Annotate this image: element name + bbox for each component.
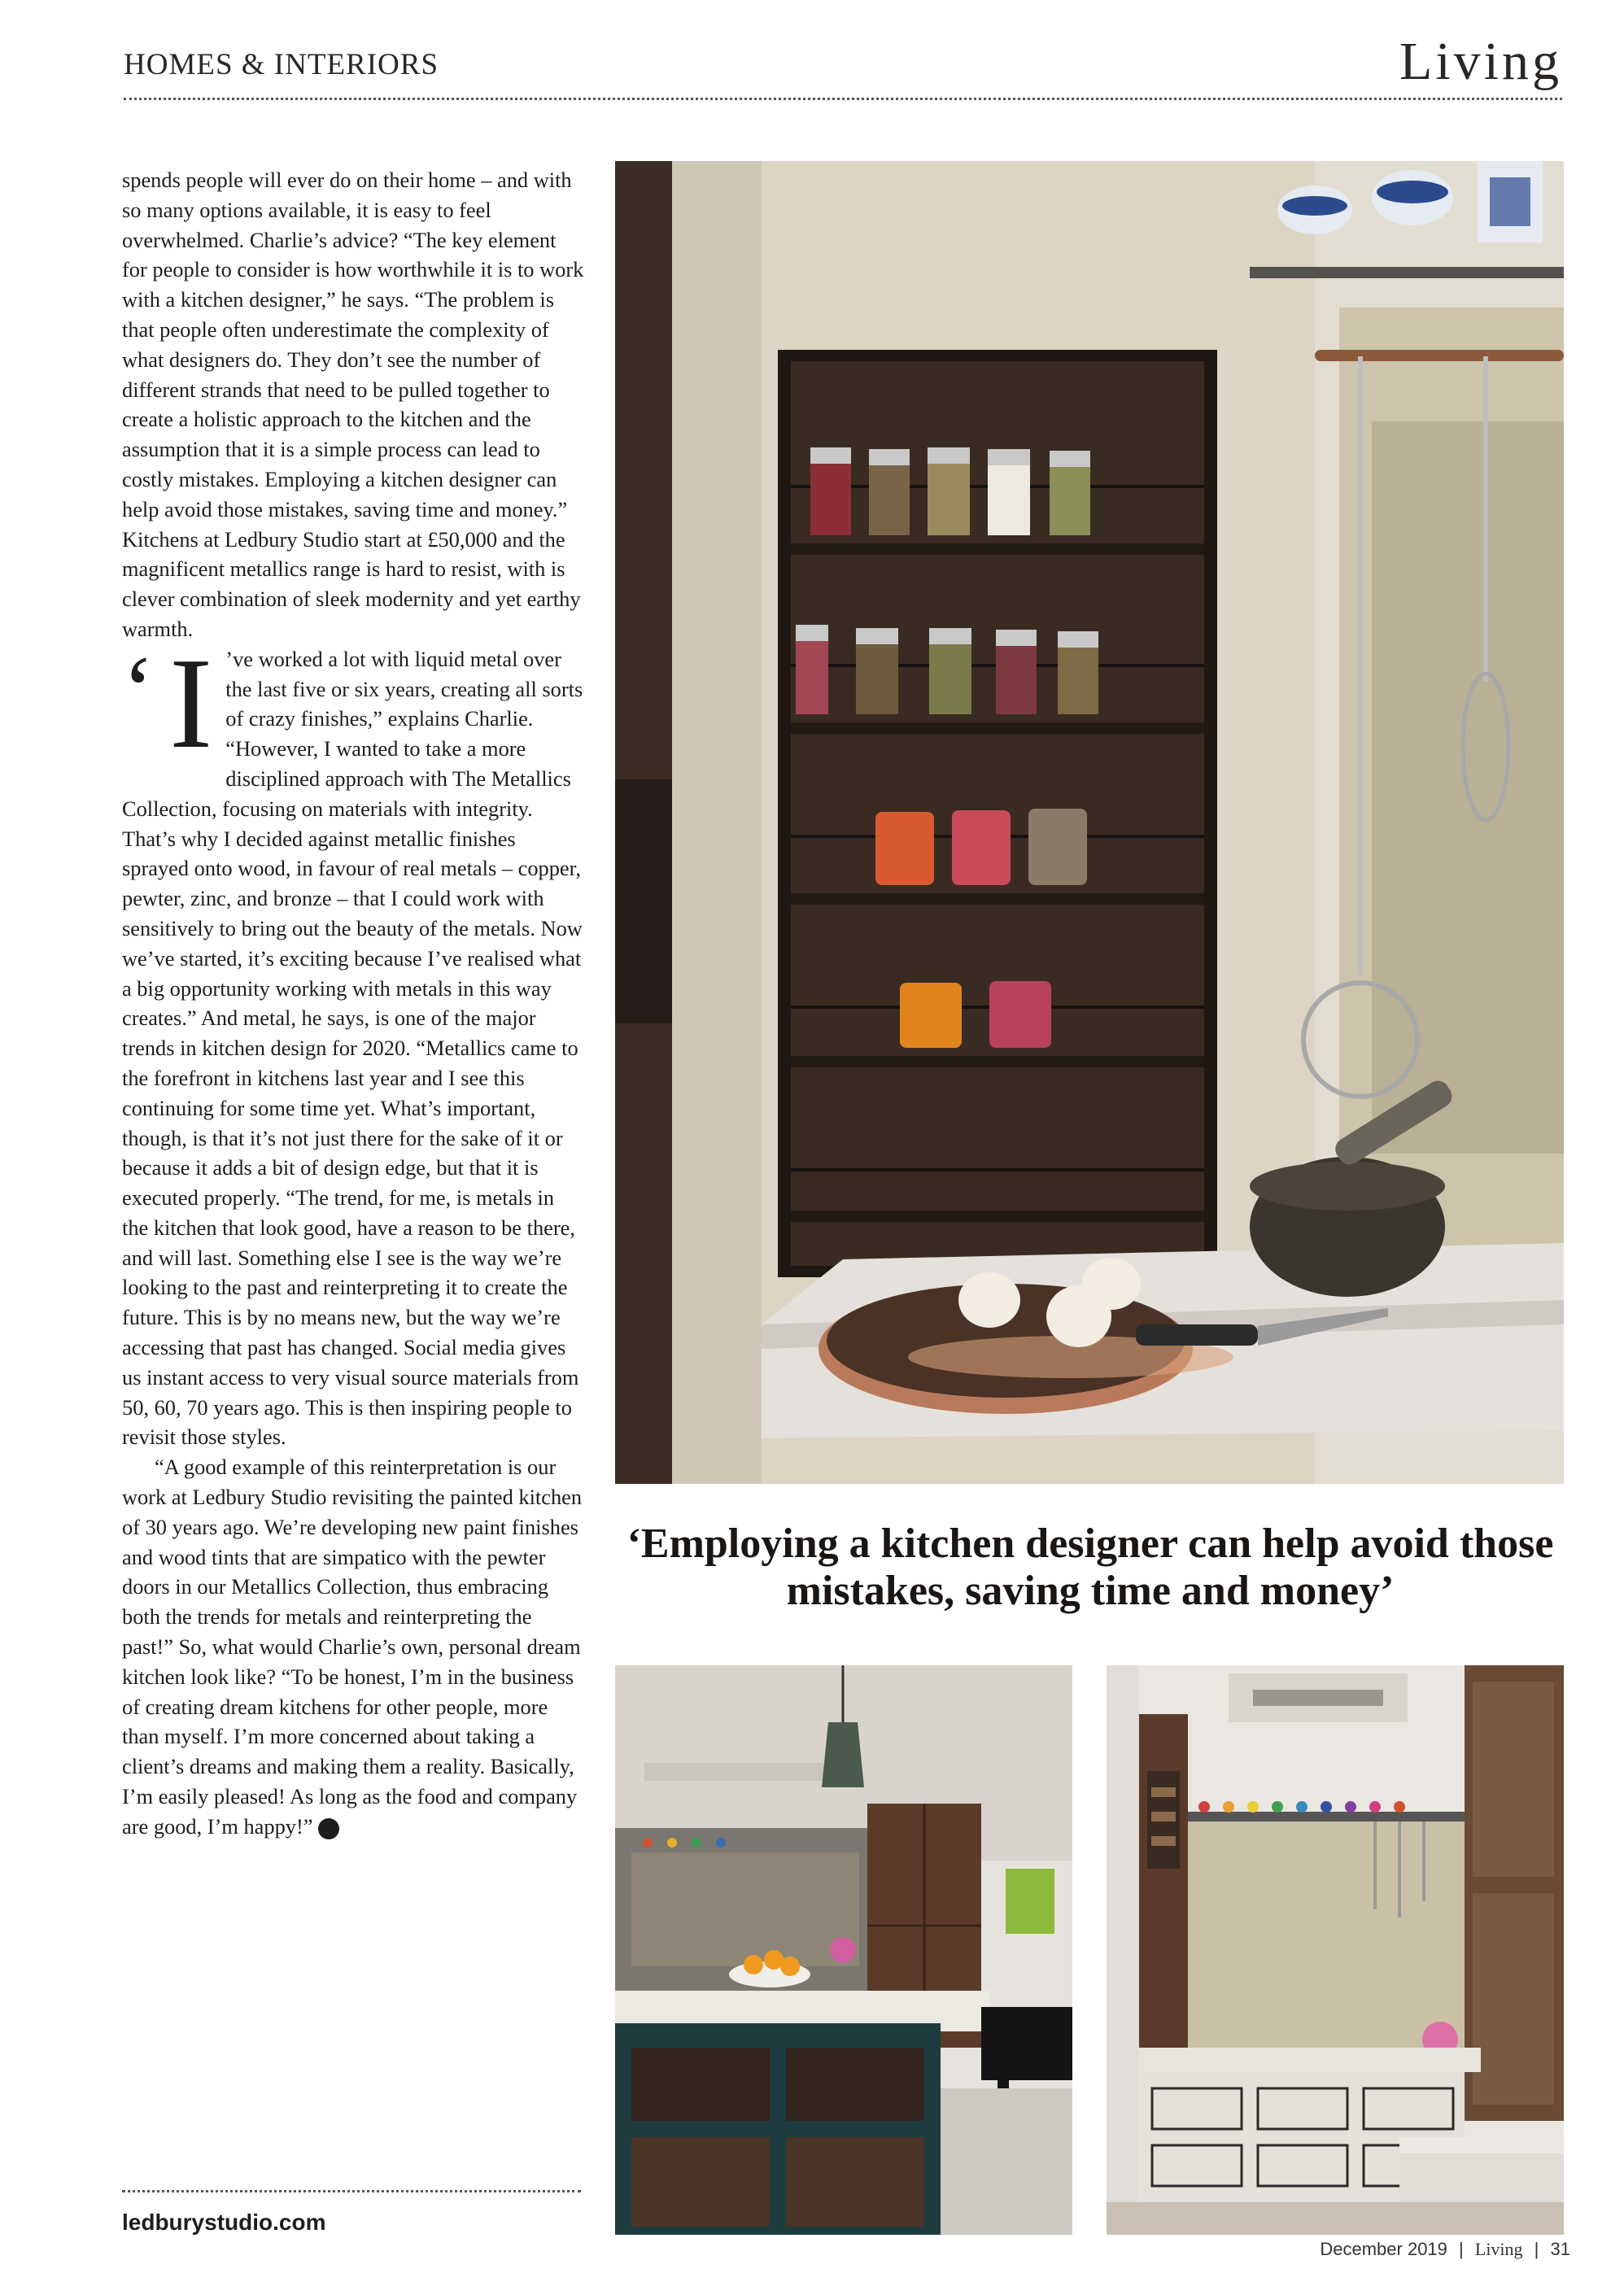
article-paragraph-1: spends people will ever do on their home – and with so many options available, it is easy to feel overwhelmed. Charlie’s advice? “The key element for people to consider is how worthwhile it is to work with a kitchen designer,” he says. “The problem is that people often underestimate the complexity of what designers do. They don’t see the number of different strands that need to be pulled together to create a holistic approach to the kitchen and the assumption that it is a simple process can lead to costly mistakes. Employing a kitchen designer can help avoid those mistakes, saving time and money.” Kitchens at Ledbury Studio start at £50,000 and the magnificent metallics range is hard to resist, with is clever combination of sleek modernity and yet earthy warmth.: [122, 168, 584, 641]
footer-separator-1: |: [1459, 2239, 1464, 2259]
article-paragraph-3-text: “A good example of this reinterpretation is our work at Ledbury Studio revisiting the painted kitchen of 30 years ago. We’re developing new paint finishes and wood tints that are simpatico with the pewter doors in our Metallics Collection, thus embracing both the trends for metals and reinterpreting the past!” So, what would Charlie’s own, personal dream kitchen look like? “To be honest, I’m in the business of creating dream kitchens for other people, more than myself. I’m more concerned about taking a client’s dreams and making them a reality. Basically, I’m easily pleased! As long as the food and company are good, I’m happy!”: [122, 1455, 583, 1839]
header-divider: [124, 98, 1562, 100]
kitchen-island-illustration: [615, 1665, 1072, 2235]
dropcap-paragraph: [122, 630, 584, 1453]
footer-date: December 2019: [1320, 2239, 1447, 2259]
pull-quote: ‘Employing a kitchen designer can help avoid those mistakes, saving time and money’: [626, 1520, 1554, 1614]
dropcap-letter: I: [169, 630, 213, 775]
kitchen-photo-range: [1107, 1665, 1564, 2235]
kitchen-range-illustration: [1107, 1665, 1564, 2235]
magazine-title: Living: [1399, 32, 1562, 91]
footer-separator-2: |: [1534, 2239, 1539, 2259]
article-paragraph-2: ’ve worked a lot with liquid metal over the last five or six years, creating all sorts of crazy finishes,” explains Charlie. “However, I wanted to take a more disciplined approach with The Metallics Collection, focusing on materials with integrity. That’s why I decided against metallic finishes sprayed onto wood, in favour of real metals – copper, pewter, zinc, and bronze – that I could work with sensitively to bring out the beauty of the metals. Now we’ve started, it’s exciting because I’ve realised what a big opportunity working with metals in this way creates.” And metal, he says, is one of the major trends in kitchen design for 2020. “Metallics came to the forefront in kitchens last year and I see this continuing for some time yet. What’s important, though, is that it’s not just there for the sake of it or because it adds a bit of design edge, but that it is executed properly. “The trend, for me, is metals in the kitchen that look good, have a reason to be there, and will last. Something else I see is the way we’re looking to the past and reinterpreting it to create the future. This is by no means new, but the way we’re accessing that past has changed. Social media gives us instant access to very visual source materials from 50, 60, 70 years ago. This is then inspiring people to revisit those styles.: [122, 646, 583, 1450]
section-label: HOMES & INTERIORS: [124, 48, 439, 81]
dropcap: [122, 630, 213, 775]
website-link[interactable]: ledburystudio.com: [122, 2210, 326, 2235]
footer-divider: [122, 2190, 581, 2192]
end-mark-icon: L: [318, 1818, 339, 1839]
kitchen-photo-island: [615, 1665, 1072, 2235]
page-number: 31: [1550, 2239, 1570, 2259]
footer-magazine: Living: [1474, 2239, 1523, 2259]
article-paragraph-3: [122, 1452, 584, 1841]
dropcap-quote: ‘: [122, 635, 155, 744]
spice-rack-illustration: [615, 161, 1564, 1484]
page-footer: [1320, 2239, 1570, 2260]
article-body: [122, 165, 584, 1842]
main-photo-spice-rack: [615, 161, 1564, 1484]
